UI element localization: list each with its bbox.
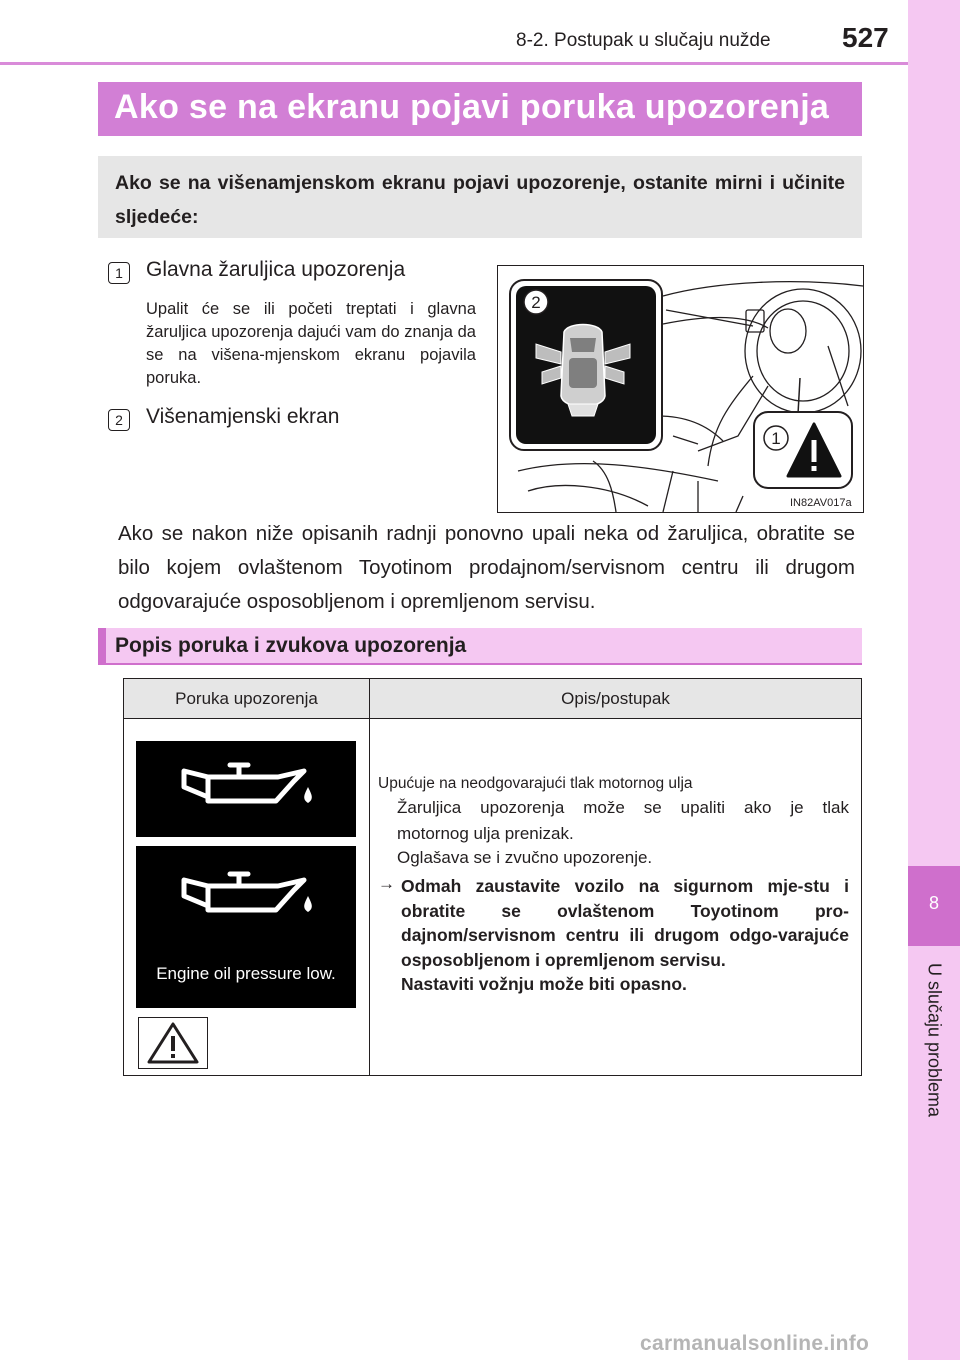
chapter-label: U slučaju problema [924, 962, 945, 1118]
section-header-line [98, 663, 862, 665]
action-instructions: Odmah zaustavite vozilo na sigurnom mje-stu i obratite se ovlaštenom Toyotinom pro-dajnom/servisnom centru ili drugom odgo-varajuće osposobljenom i opremljenom servisu. [401, 876, 849, 970]
action-warning: Nastaviti vožnju može biti opasno. [401, 974, 687, 994]
item-number-badge: 2 [108, 409, 130, 431]
illustration-code: IN82AV017a [790, 497, 852, 509]
item-number-badge: 1 [108, 262, 130, 284]
intro-text: Ako se na višenamjenskom ekranu pojavi upozorenje, ostanite mirni i učinite sljedeće: [115, 172, 845, 228]
display-message: Engine oil pressure low. [156, 964, 336, 983]
row-text-line: motornog ulja prenizak. [397, 824, 574, 843]
table-header-message: Poruka upozorenja [175, 689, 318, 708]
page-number: 527 [842, 22, 889, 53]
row-title: Upućuje na neodgovarajući tlak motornog ulja [378, 775, 693, 792]
item-title: Glavna žaruljica upozorenja [146, 258, 406, 281]
oil-pressure-display [136, 741, 356, 837]
warning-triangle-icon [139, 1018, 207, 1068]
master-warning-symbol [138, 1017, 208, 1069]
dashboard-drawing [498, 266, 863, 512]
section-header-bar [98, 628, 106, 664]
table-column-divider [369, 679, 370, 1075]
table-header-description: Opis/postupak [561, 689, 670, 708]
row-text-line: Žaruljica upozorenja može se upaliti ako je tlak [397, 798, 849, 817]
body-paragraph: Ako se nakon niže opisanih radnji ponovno upali neka od žaruljica, obratite se bilo kojem ovlaštenom Toyotinom prodajnom/servisnom centru ili drugom odgovarajuće osposobljenom i opremljenom servisu. [118, 522, 855, 613]
callout-1-number: 1 [771, 429, 781, 448]
item-description: Upalit će se ili početi treptati i glavna žaruljica upozorenja dajući vam do znanja da se na višena-mjenskom ekranu pojavila poruka. [146, 300, 476, 387]
header-rule [0, 62, 908, 65]
chapter-number: 8 [928, 893, 939, 913]
callout-2-number: 2 [531, 293, 541, 312]
oil-can-icon [136, 741, 356, 837]
page-title: Ako se na ekranu pojavi poruka upozorenja [114, 88, 830, 126]
arrow-icon: → [378, 874, 395, 893]
chapter-tab [908, 0, 960, 1360]
section-heading: 8-2. Postupak u slučaju nužde [516, 30, 771, 51]
row-action-text [401, 874, 849, 997]
dashboard-illustration [497, 265, 864, 513]
section-title: Popis poruka i zvukova upozorenja [115, 634, 467, 657]
oil-can-icon [136, 846, 356, 956]
row-text-line: Oglašava se i zvučno upozorenje. [397, 848, 653, 867]
watermark: carmanualsonline.info [640, 1332, 870, 1355]
item-title: Višenamjenski ekran [146, 405, 340, 428]
